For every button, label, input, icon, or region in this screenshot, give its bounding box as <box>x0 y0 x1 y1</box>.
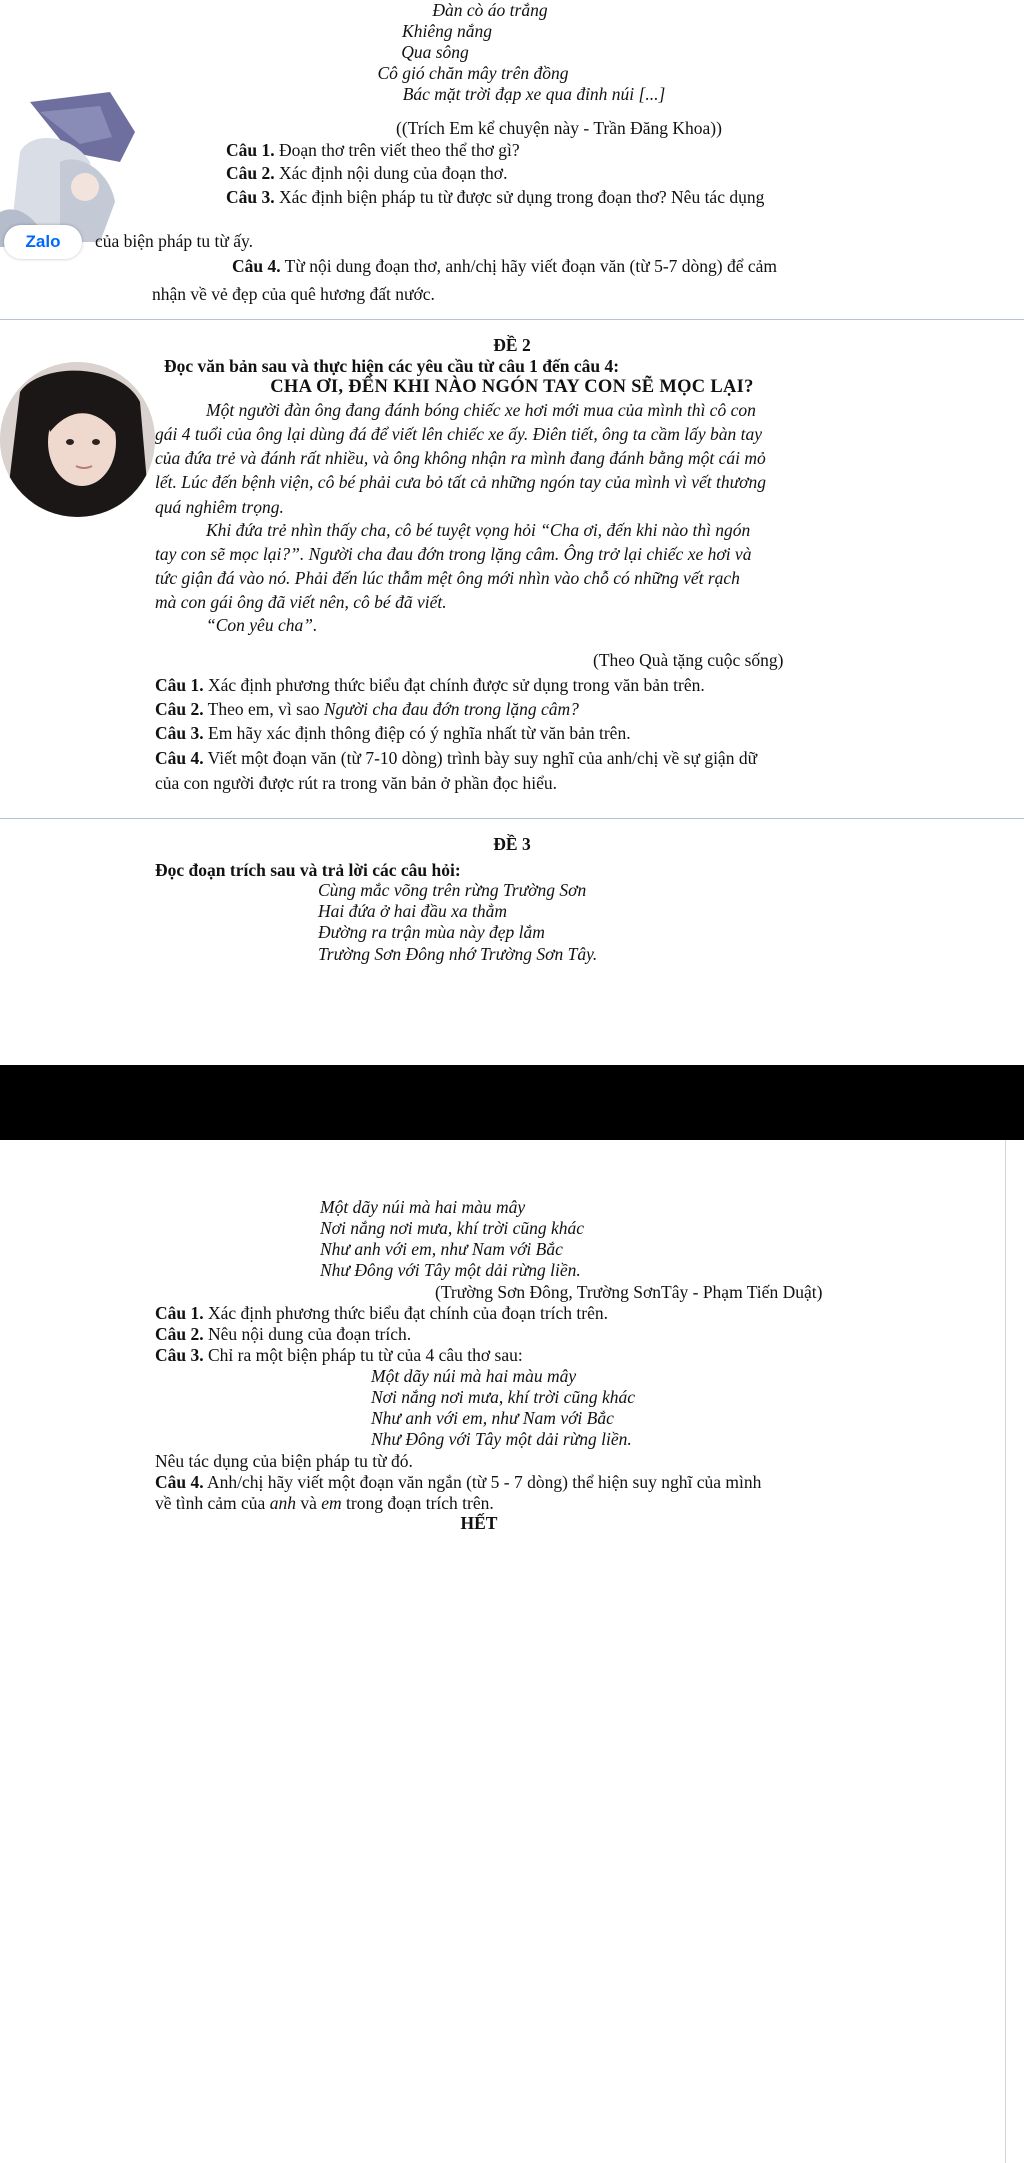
de2-question-2: Câu 2. Theo em, vì sao Người cha đau đớn trong lặng câm? <box>155 699 579 719</box>
de3-poem-line: Đường ra trận mùa này đẹp lắm <box>318 922 545 942</box>
de2-paragraph-1-line: quá nghiêm trọng. <box>155 497 284 517</box>
poem-line: Như anh với em, như Nam với Bắc <box>320 1239 563 1259</box>
poem-source: (Trường Sơn Đông, Trường SơnTây - Phạm Tiến Duật) <box>435 1282 823 1302</box>
question-3: Câu 3. Xác định biện pháp tu từ được sử dụng trong đoạn thơ? Nêu tác dụng <box>226 187 765 207</box>
de2-paragraph-2-line: Khi đứa trẻ nhìn thấy cha, cô bé tuyệt vọng hỏi “Cha ơi, đến khi nào thì ngón <box>206 520 751 540</box>
zalo-logo-icon: Zalo <box>4 225 82 259</box>
section-divider <box>0 818 1024 819</box>
question-3-followup: Nêu tác dụng của biện pháp tu từ đó. <box>155 1451 413 1471</box>
de2-paragraph-3: “Con yêu cha”. <box>206 615 318 635</box>
intro-source: ((Trích Em kể chuyện này - Trần Đăng Khoa)) <box>396 118 722 138</box>
de2-question-1: Câu 1. Xác định phương thức biểu đạt chính được sử dụng trong văn bản trên. <box>155 675 705 695</box>
de2-paragraph-2-line: mà con gái ông đã viết nên, cô bé đã viết. <box>155 592 447 612</box>
de2-source: (Theo Quà tặng cuộc sống) <box>593 650 784 670</box>
de2-heading: ĐỀ 2 <box>493 335 531 355</box>
de3-poem-line: Hai đứa ở hai đầu xa thẳm <box>318 901 508 921</box>
question-3: Câu 3. Chỉ ra một biện pháp tu từ của 4 câu thơ sau: <box>155 1345 523 1365</box>
page-edge <box>1005 1140 1006 2163</box>
de2-question-4-cont: của con người được rút ra trong văn bản ở phần đọc hiểu. <box>155 773 557 793</box>
de3-heading: ĐỀ 3 <box>493 834 531 854</box>
poem-line: Một dãy núi mà hai màu mây <box>320 1197 526 1217</box>
poem-line: Nơi nắng nơi mưa, khí trời cũng khác <box>320 1218 585 1238</box>
de2-instruction: Đọc văn bản sau và thực hiện các yêu cầu từ câu 1 đến câu 4: <box>164 356 620 376</box>
poem-line: Đàn cò áo trắng <box>432 0 548 20</box>
document-page-1 <box>0 0 1024 1065</box>
poem-line: Như Đông với Tây một dải rừng liền. <box>320 1260 581 1280</box>
q3-poem-line: Một dãy núi mà hai màu mây <box>371 1366 577 1386</box>
de2-paragraph-1-line: lết. Lúc đến bệnh viện, cô bé phải cưa bỏ tất cả những ngón tay của mình vì vết thương <box>155 472 766 492</box>
de3-instruction: Đọc đoạn trích sau và trả lời các câu hỏi: <box>155 860 461 880</box>
de2-title: CHA ƠI, ĐẾN KHI NÀO NGÓN TAY CON SẼ MỌC LẠI? <box>270 377 754 397</box>
intro-source-text: (Trích Em kể chuyện này - Trần Đăng Khoa) <box>401 118 717 138</box>
document-page-2 <box>0 1140 1024 2163</box>
poem-line: Khiêng nắng <box>402 21 492 41</box>
poem-line: Qua sông <box>401 42 469 62</box>
de2-paragraph-2-line: tay con sẽ mọc lại?”. Người cha đau đớn trong lặng câm. Ông trở lại chiếc xe hơi và <box>155 544 752 564</box>
question-4: Câu 4. Anh/chị hãy viết một đoạn văn ngắn (từ 5 - 7 dòng) thể hiện suy nghĩ của mình <box>155 1472 762 1492</box>
question-3-cont: của biện pháp tu từ ấy. <box>95 231 254 251</box>
poem-line: Bác mặt trời đạp xe qua đỉnh núi [...] <box>402 84 666 104</box>
question-1: Câu 1. Đoạn thơ trên viết theo thể thơ gì? <box>226 140 520 160</box>
question-1: Câu 1. Xác định phương thức biểu đạt chính của đoạn trích trên. <box>155 1303 608 1323</box>
question-4-cont: nhận về vẻ đẹp của quê hương đất nước. <box>152 284 435 304</box>
de2-paragraph-1-line: gái 4 tuổi của ông lại dùng đá để viết lên chiếc xe ấy. Điên tiết, ông ta cầm lấy bàn tay <box>155 424 763 444</box>
question-4: Câu 4. Từ nội dung đoạn thơ, anh/chị hãy viết đoạn văn (từ 5-7 dòng) để cảm <box>232 256 778 276</box>
anime-girl-sticker-icon <box>0 92 160 247</box>
q3-poem-line: Như anh với em, như Nam với Bắc <box>371 1408 614 1428</box>
de3-poem-line: Cùng mắc võng trên rừng Trường Sơn <box>318 880 587 900</box>
question-2: Câu 2. Nêu nội dung của đoạn trích. <box>155 1324 412 1344</box>
de2-paragraph-1-line: của đứa trẻ và đánh rất nhiều, và ông không nhận ra mình đang đánh bằng một cái mỏ <box>155 448 766 468</box>
de2-paragraph-2-line: tức giận đá vào nó. Phải đến lúc thẫm mệt ông mới nhìn vào chỗ có những vết rạch <box>155 568 740 588</box>
q3-poem-line: Nơi nắng nơi mưa, khí trời cũng khác <box>371 1387 636 1407</box>
q3-poem-line: Như Đông với Tây một dải rừng liền. <box>371 1429 632 1449</box>
de3-poem-line: Trường Sơn Đông nhớ Trường Sơn Tây. <box>318 944 598 964</box>
de2-question-4: Câu 4. Viết một đoạn văn (từ 7-10 dòng) trình bày suy nghĩ của anh/chị về sự giận dữ <box>155 748 758 768</box>
section-divider <box>0 319 1024 320</box>
poem-line: Cô gió chăn mây trên đồng <box>377 63 569 83</box>
de2-question-3: Câu 3. Em hãy xác định thông điệp có ý nghĩa nhất từ văn bản trên. <box>155 723 631 743</box>
end-marker: HẾT <box>460 1513 498 1533</box>
intro-poem <box>0 0 1003 105</box>
question-2: Câu 2. Xác định nội dung của đoạn thơ. <box>226 163 508 183</box>
de2-paragraph-1-line: Một người đàn ông đang đánh bóng chiếc xe hơi mới mua của mình thì cô con <box>206 400 756 420</box>
question-4-cont: về tình cảm của anh và em trong đoạn trích trên. <box>155 1493 494 1513</box>
